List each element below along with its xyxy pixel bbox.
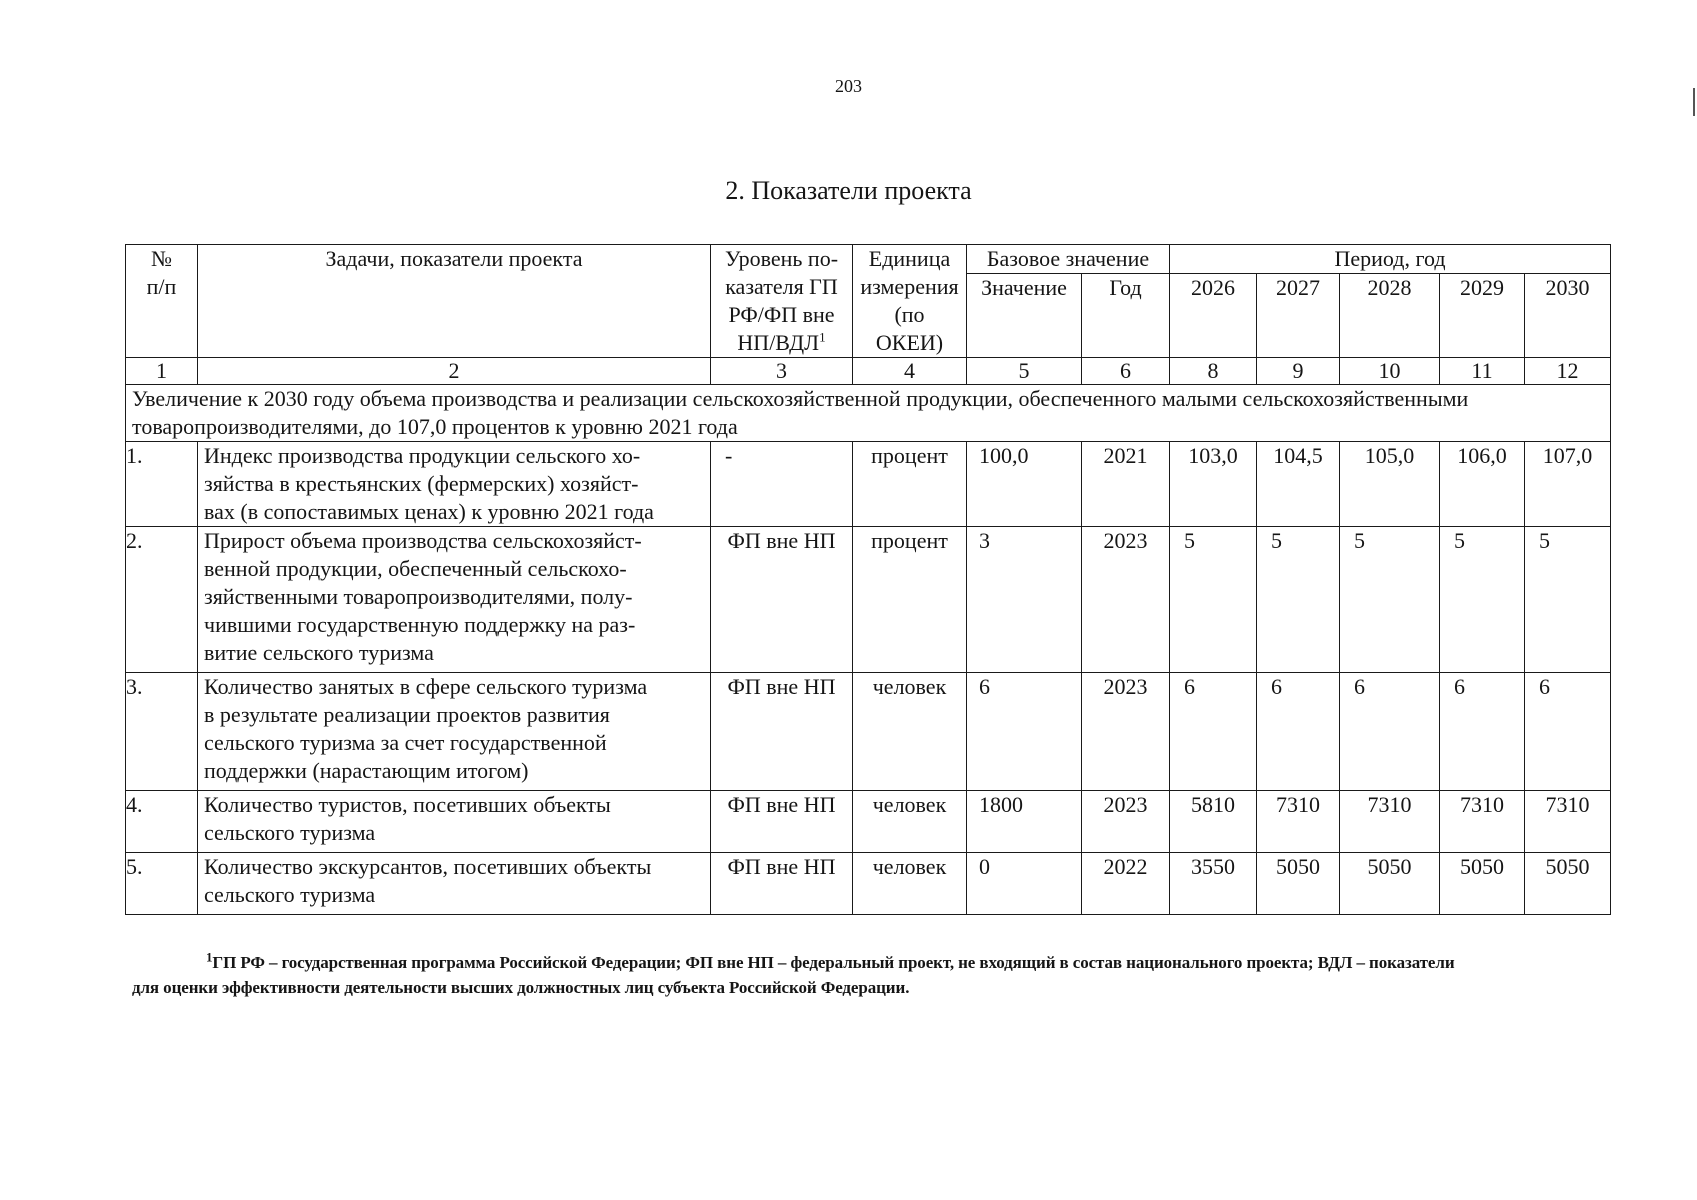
period-value-2027: 5 [1257,527,1340,673]
table-row [126,673,1611,791]
header-year-2027: 2027 [1257,274,1340,358]
indicator-level: ФП вне НП [711,791,853,853]
header-unit: Единица измерения (по ОКЕИ) [853,245,967,358]
indicator-name: Прирост объема производства сельскохозяйст- венной продукции, обеспеченный сельскохо- зяйственными товаропроизводителями, полу- чившими государственную поддержку на раз- витие сельского туризма [198,527,711,673]
base-year: 2023 [1082,527,1170,673]
period-value-2028: 5 [1340,527,1440,673]
header-level-footnote-marker: 1 [819,329,826,345]
period-value-2028: 105,0 [1340,442,1440,527]
period-value-2028: 5050 [1340,853,1440,915]
indicator-name: Количество туристов, посетивших объекты сельского туризма [198,791,711,853]
column-number: 8 [1170,358,1257,385]
base-year: 2022 [1082,853,1170,915]
period-value-2026: 5810 [1170,791,1257,853]
header-period: Период, год [1170,245,1611,274]
period-value-2027: 6 [1257,673,1340,791]
column-numbers-row [126,358,1611,385]
header-base: Базовое значение [967,245,1170,274]
period-value-2027: 5050 [1257,853,1340,915]
header-year-2028: 2028 [1340,274,1440,358]
header-level-text: Уровень по- казателя ГП РФ/ФП вне НП/ВДЛ [724,246,839,355]
column-number: 4 [853,358,967,385]
indicators-table [125,244,1611,915]
row-number: 1. [126,442,198,527]
period-value-2026: 6 [1170,673,1257,791]
header-year-2026: 2026 [1170,274,1257,358]
section-title: 2. Показатели проекта [725,176,972,205]
column-number: 10 [1340,358,1440,385]
column-number: 11 [1440,358,1525,385]
base-value: 3 [967,527,1082,673]
base-value: 100,0 [967,442,1082,527]
page-number: 203 [835,76,862,96]
base-value: 6 [967,673,1082,791]
period-value-2027: 7310 [1257,791,1340,853]
row-number: 3. [126,673,198,791]
period-value-2030: 107,0 [1525,442,1611,527]
table-row [126,442,1611,527]
table-row [126,791,1611,853]
table-row [126,527,1611,673]
period-value-2026: 3550 [1170,853,1257,915]
indicator-name: Индекс производства продукции сельского хо- зяйства в крестьянских (фермерских) хозяйст- вах (в сопоставимых ценах) к уровню 2021 года [198,442,711,527]
header-base-year: Год [1082,274,1170,358]
column-number: 3 [711,358,853,385]
header-no: № п/п [126,245,198,358]
period-value-2030: 5050 [1525,853,1611,915]
period-value-2026: 5 [1170,527,1257,673]
scan-edge-mark [1693,88,1695,116]
column-number: 12 [1525,358,1611,385]
table-row [126,853,1611,915]
column-number: 5 [967,358,1082,385]
base-year: 2023 [1082,791,1170,853]
period-value-2029: 106,0 [1440,442,1525,527]
indicator-name: Количество занятых в сфере сельского туризма в результате реализации проектов развития сельского туризма за счет государственной поддержки (нарастающим итогом) [198,673,711,791]
column-number: 2 [198,358,711,385]
period-value-2029: 5 [1440,527,1525,673]
indicator-level: ФП вне НП [711,853,853,915]
goal-row [126,385,1611,442]
indicator-unit: процент [853,442,967,527]
header-year-2030: 2030 [1525,274,1611,358]
period-value-2030: 6 [1525,673,1611,791]
period-value-2028: 6 [1340,673,1440,791]
column-number: 9 [1257,358,1340,385]
period-value-2030: 7310 [1525,791,1611,853]
base-value: 0 [967,853,1082,915]
indicator-unit: человек [853,791,967,853]
header-level [711,245,853,358]
row-number: 4. [126,791,198,853]
period-value-2030: 5 [1525,527,1611,673]
indicator-unit: человек [853,673,967,791]
indicator-level: - [711,442,853,527]
row-number: 5. [126,853,198,915]
period-value-2029: 7310 [1440,791,1525,853]
footnote-text-1: ГП РФ – государственная программа Российской Федерации; ФП вне НП – федеральный проект, не входящий в состав национального проекта; ВДЛ – показатели [212,953,1455,972]
period-value-2029: 5050 [1440,853,1525,915]
base-year: 2023 [1082,673,1170,791]
indicator-unit: процент [853,527,967,673]
period-value-2027: 104,5 [1257,442,1340,527]
indicator-level: ФП вне НП [711,673,853,791]
header-task: Задачи, показатели проекта [198,245,711,358]
column-number: 1 [126,358,198,385]
indicator-name: Количество экскурсантов, посетивших объекты сельского туризма [198,853,711,915]
footnote [132,949,1614,1000]
indicator-level: ФП вне НП [711,527,853,673]
header-base-value: Значение [967,274,1082,358]
row-number: 2. [126,527,198,673]
goal-text: Увеличение к 2030 году объема производства и реализации сельскохозяйственной продукции, обеспеченного малыми сельскохозяйственными товаропроизводителями, до 107,0 процентов к уровню 2021 года [126,385,1611,442]
period-value-2028: 7310 [1340,791,1440,853]
header-year-2029: 2029 [1440,274,1525,358]
footnote-line-2: для оценки эффективности деятельности высших должностных лиц субъекта Российской Федерации. [132,978,910,997]
footnote-marker: 1 [206,949,213,965]
base-year: 2021 [1082,442,1170,527]
column-number: 6 [1082,358,1170,385]
footnote-line-1 [146,950,1614,975]
base-value: 1800 [967,791,1082,853]
period-value-2026: 103,0 [1170,442,1257,527]
indicator-unit: человек [853,853,967,915]
period-value-2029: 6 [1440,673,1525,791]
